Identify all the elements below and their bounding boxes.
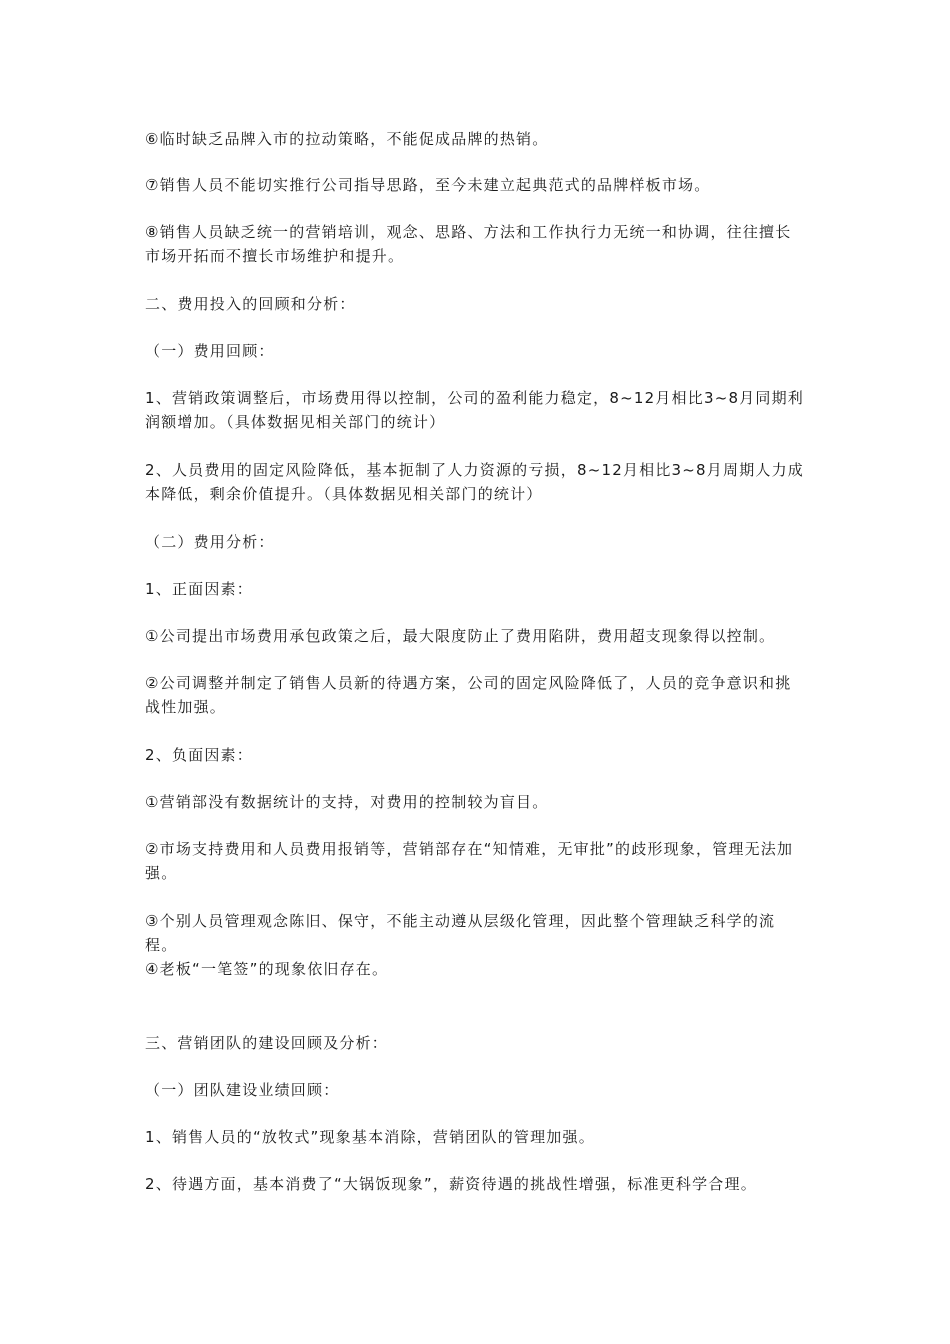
paragraph-negative-4: ④老板“一笔签”的现象依旧存在。 xyxy=(145,960,389,978)
paragraph-cost-review-1: 1、营销政策调整后，市场费用得以控制，公司的盈利能力稳定，8~12月相比3~8月同期利润额增加。（具体数据见相关部门的统计） xyxy=(145,389,805,431)
subsection-heading-team-review: （一）团队建设业绩回顾： xyxy=(145,1081,340,1099)
paragraph-item-8: ⑧销售人员缺乏统一的营销培训，观念、思路、方法和工作执行力无统一和协调，往往擅长市场开拓而不擅长市场维护和提升。 xyxy=(145,223,792,265)
section-heading-3: 三、营销团队的建设回顾及分析： xyxy=(145,1034,389,1052)
paragraph-negative-2: ②市场支持费用和人员费用报销等，营销部存在“知情难，无审批”的歧形现象，管理无法加强。 xyxy=(145,840,794,882)
paragraph-positive-1: ①公司提出市场费用承包政策之后，最大限度防止了费用陷阱，费用超支现象得以控制。 xyxy=(145,627,776,645)
paragraph-positive-2: ②公司调整并制定了销售人员新的待遇方案，公司的固定风险降低了，人员的竞争意识和挑战性加强。 xyxy=(145,674,792,716)
section-heading-2: 二、费用投入的回顾和分析： xyxy=(145,295,356,313)
paragraph-team-review-2: 2、待遇方面，基本消费了“大锅饭现象”，薪资待遇的挑战性增强，标准更科学合理。 xyxy=(145,1175,757,1193)
paragraph-cost-review-2: 2、人员费用的固定风险降低，基本扼制了人力资源的亏损，8~12月相比3~8月周期人力成本降低，剩余价值提升。（具体数据见相关部门的统计） xyxy=(145,461,805,503)
heading-positive-factors: 1、正面因素： xyxy=(145,580,253,598)
paragraph-negative-3: ③个别人员管理观念陈旧、保守，不能主动遵从层级化管理，因此整个管理缺乏科学的流程。 xyxy=(145,912,776,954)
paragraph-item-6: ⑥临时缺乏品牌入市的拉动策略，不能促成品牌的热销。 xyxy=(145,130,549,148)
paragraph-team-review-1: 1、销售人员的“放牧式”现象基本消除，营销团队的管理加强。 xyxy=(145,1128,595,1146)
paragraph-item-7: ⑦销售人员不能切实推行公司指导思路，至今未建立起典范式的品牌样板市场。 xyxy=(145,176,711,194)
heading-negative-factors: 2、负面因素： xyxy=(145,746,253,764)
paragraph-negative-1: ①营销部没有数据统计的支持，对费用的控制较为盲目。 xyxy=(145,793,549,811)
subsection-heading-cost-analysis: （二）费用分析： xyxy=(145,533,275,551)
subsection-heading-cost-review: （一）费用回顾： xyxy=(145,342,275,360)
